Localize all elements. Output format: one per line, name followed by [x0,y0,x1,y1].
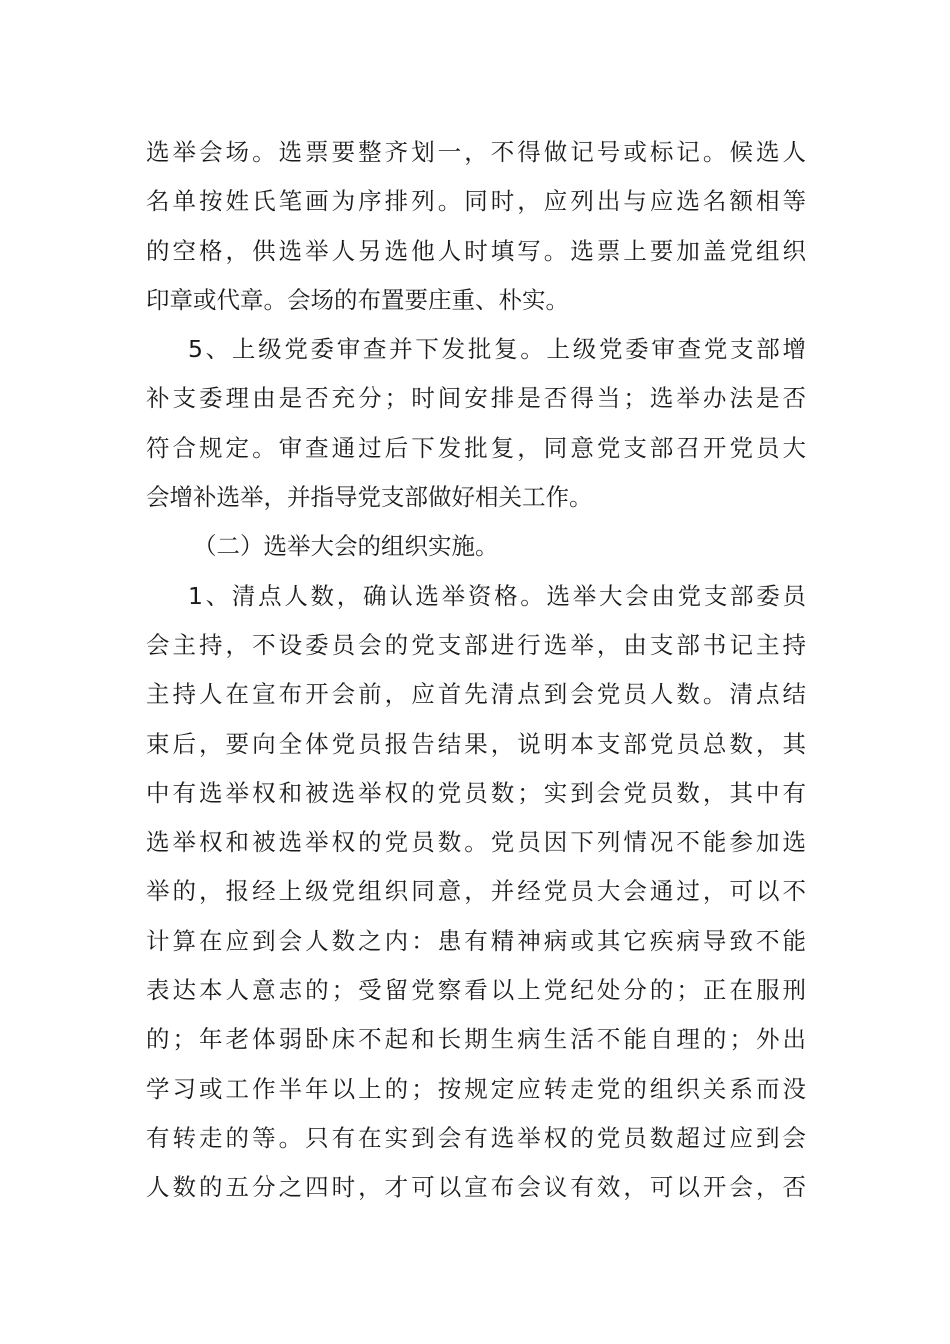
document-body [146,128,806,1213]
text-line: 的；年老体弱卧床不起和长期生病生活不能自理的；外出 [146,1025,806,1054]
text-line: 印章或代章。会场的布置要庄重、朴实。 [146,285,569,314]
text-line: 选举权和被选举权的党员数。党员因下列情况不能参加选 [146,828,806,857]
section-heading: （二）选举大会的组织实施。 [193,532,499,561]
text-line: 会增补选举，并指导党支部做好相关工作。 [146,483,593,512]
text-line: 符合规定。审查通过后下发批复，同意党支部召开党员大 [146,433,806,462]
text-line: 中有选举权和被选举权的党员数；实到会党员数，其中有 [146,778,806,807]
text-line: 人数的五分之四时，才可以宣布会议有效，可以开会，否 [146,1173,806,1202]
text-line: 会主持，不设委员会的党支部进行选举，由支部书记主持 [146,630,806,659]
text-line: 举的，报经上级党组织同意，并经党员大会通过，可以不 [146,877,806,906]
text-line: 名单按姓氏笔画为序排列。同时，应列出与应选名额相等 [146,187,806,216]
text-line: 束后，要向全体党员报告结果，说明本支部党员总数，其 [146,729,806,758]
text-line: 有转走的等。只有在实到会有选举权的党员数超过应到会 [146,1123,806,1152]
text-line: 表达本人意志的；受留党察看以上党纪处分的；正在服刑 [146,976,806,1005]
text-line: 1、清点人数，确认选举资格。选举大会由党支部委员 [188,581,806,610]
text-line: 学习或工作半年以上的；按规定应转走党的组织关系而没 [146,1074,806,1103]
text-line: 的空格，供选举人另选他人时填写。选票上要加盖党组织 [146,236,806,265]
text-line: 主持人在宣布开会前，应首先清点到会党员人数。清点结 [146,680,806,709]
text-line: 补支委理由是否充分；时间安排是否得当；选举办法是否 [146,384,806,413]
text-line: 选举会场。选票要整齐划一，不得做记号或标记。候选人 [146,138,806,166]
text-line: 计算在应到会人数之内：患有精神病或其它疾病导致不能 [146,926,806,955]
text-line: 5、上级党委审查并下发批复。上级党委审查党支部增 [188,335,806,364]
